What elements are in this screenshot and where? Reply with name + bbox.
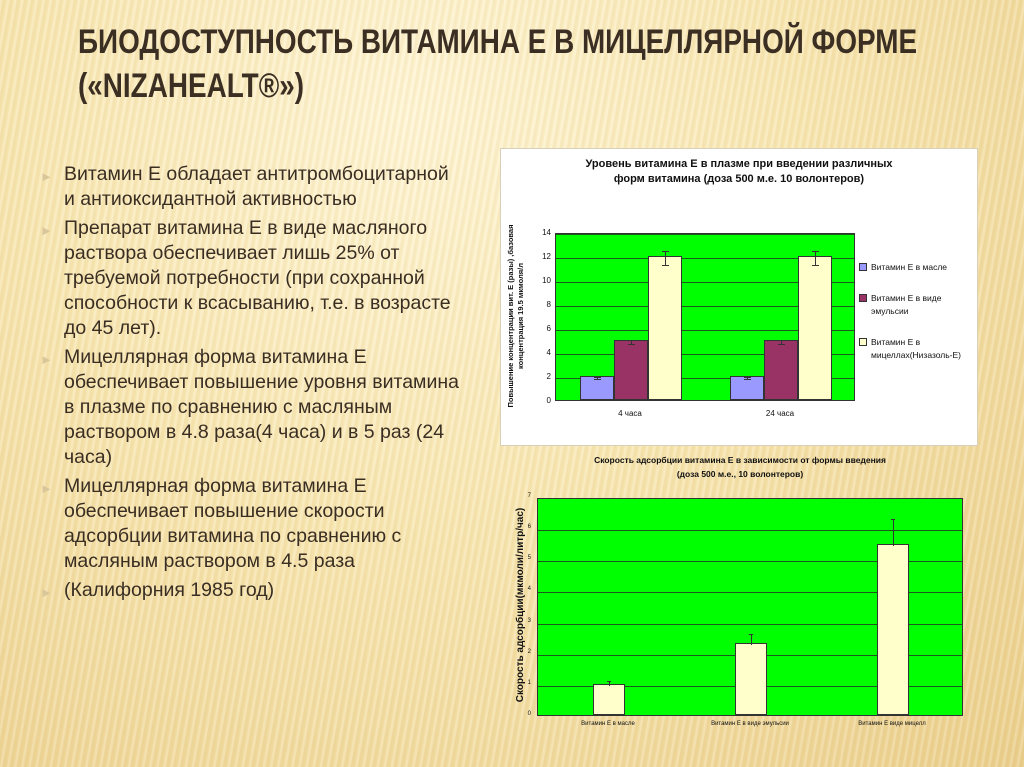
y-tick-label: 2 bbox=[546, 372, 551, 381]
bullet-item: ► Витамин Е обладает антитромбоцитарной и антиоксидантной активностью bbox=[40, 163, 449, 210]
error-cap bbox=[812, 251, 819, 252]
y-tick-label: 5 bbox=[527, 555, 531, 562]
error-cap bbox=[744, 377, 751, 378]
chart-legend bbox=[859, 261, 977, 380]
bar bbox=[614, 340, 648, 400]
error-cap bbox=[744, 379, 751, 380]
y-tick-label: 14 bbox=[542, 228, 551, 237]
error-cap bbox=[594, 377, 601, 378]
bullet-arrow-icon: ► bbox=[40, 223, 53, 238]
plasma-level-chart bbox=[500, 148, 978, 446]
bullet-arrow-icon: ► bbox=[40, 481, 53, 496]
bar bbox=[593, 684, 625, 715]
x-tick-label: 24 часа bbox=[765, 409, 795, 418]
bullet-arrow-icon: ► bbox=[40, 169, 53, 184]
error-bar bbox=[893, 519, 894, 545]
error-cap bbox=[778, 340, 785, 341]
error-cap bbox=[812, 265, 819, 266]
error-cap bbox=[607, 681, 611, 682]
y-tick-label: 6 bbox=[527, 524, 531, 531]
legend-swatch bbox=[859, 263, 867, 271]
y-tick-label: 3 bbox=[527, 617, 531, 624]
gridline bbox=[556, 234, 854, 235]
error-cap bbox=[662, 251, 669, 252]
y-tick-label: 12 bbox=[542, 252, 551, 261]
y-tick-label: 4 bbox=[527, 586, 531, 593]
bar bbox=[648, 256, 682, 400]
y-axis-label: Повышение концентрации вит. Е (разы) ,базовая концентрация 19.5 мкмоля/л bbox=[506, 224, 525, 408]
error-cap bbox=[662, 265, 669, 266]
y-axis-label: Скорость адсорбции(мкмоли/литр/час) bbox=[515, 507, 526, 703]
y-tick-label: 4 bbox=[546, 348, 551, 357]
error-cap bbox=[891, 519, 895, 520]
y-tick-label: 10 bbox=[542, 276, 551, 285]
bullet-item: ► Препарат витамина Е в виде масляного раствора обеспечивает лишь 25% от требуемой потребности (при сохранной способности к всасыванию, т.е. в возрасте до 45 лет). bbox=[40, 217, 451, 339]
chart-title: Скорость адсорбции витамина Е в зависимости от формы введения (доза 500 м.е., 10 волонтеров) bbox=[594, 455, 886, 479]
error-bar bbox=[665, 251, 666, 266]
y-tick-label: 2 bbox=[527, 648, 531, 655]
bullet-item: ► Мицеллярная форма витамина Е обеспечивает повышение уровня витамина в плазме по сравнению с масляным раствором в 4.8 раза(4 часа) и в 5 раз (24 часа) bbox=[40, 346, 459, 468]
y-tick-label: 6 bbox=[546, 324, 551, 333]
error-bar bbox=[751, 634, 752, 645]
x-tick-label: 4 часа bbox=[618, 409, 642, 418]
plot-area bbox=[537, 498, 963, 716]
bullet-item: ► Мицеллярная форма витамина Е обеспечивает повышение скорости адсорбции витамина по сравнению с масляным раствором в 4.5 раза bbox=[40, 475, 402, 572]
x-tick-label: Витамин Е в виде эмульсии bbox=[711, 721, 789, 727]
error-cap bbox=[778, 344, 785, 345]
error-cap bbox=[594, 379, 601, 380]
bar bbox=[877, 544, 909, 715]
y-tick-label: 0 bbox=[527, 711, 531, 717]
bullet-arrow-icon: ► bbox=[40, 352, 53, 367]
bullet-item: ► (Калифорния 1985 год) bbox=[40, 578, 460, 603]
x-tick-label: Витамин Е виде мицелл bbox=[858, 721, 926, 727]
legend-item: Витамин Е в мицеллах(Низазоль-Е) bbox=[859, 336, 977, 362]
error-cap bbox=[749, 634, 753, 635]
y-tick-label: 1 bbox=[527, 679, 531, 686]
legend-swatch bbox=[859, 294, 867, 302]
error-cap bbox=[628, 340, 635, 341]
error-cap bbox=[628, 344, 635, 345]
legend-swatch bbox=[859, 338, 867, 346]
slide-title: БИОДОСТУПНОСТЬ ВИТАМИНА Е В МИЦЕЛЛЯРНОЙ ФОРМЕ («NIZAHEALT®») bbox=[78, 23, 918, 105]
bar bbox=[798, 256, 832, 400]
error-bar bbox=[815, 251, 816, 266]
legend-item: Витамин Е в виде эмульсии bbox=[859, 292, 977, 318]
gridline bbox=[538, 530, 962, 531]
legend-item: Витамин Е в масле bbox=[859, 261, 977, 274]
y-tick-label: 7 bbox=[527, 493, 531, 499]
x-tick-label: Витамин Е в масле bbox=[581, 721, 635, 727]
bar bbox=[764, 340, 798, 400]
absorption-rate-chart bbox=[505, 450, 975, 740]
chart-title: Уровень витамина Е в плазме при введении различных форм витамина (доза 500 м.е. 10 волонтеров) bbox=[585, 158, 893, 185]
bullet-arrow-icon: ► bbox=[40, 585, 53, 600]
bar bbox=[735, 643, 767, 715]
plot-area bbox=[555, 233, 855, 401]
bullet-list bbox=[40, 162, 460, 607]
y-tick-label: 0 bbox=[546, 396, 551, 405]
y-tick-label: 8 bbox=[546, 300, 551, 309]
